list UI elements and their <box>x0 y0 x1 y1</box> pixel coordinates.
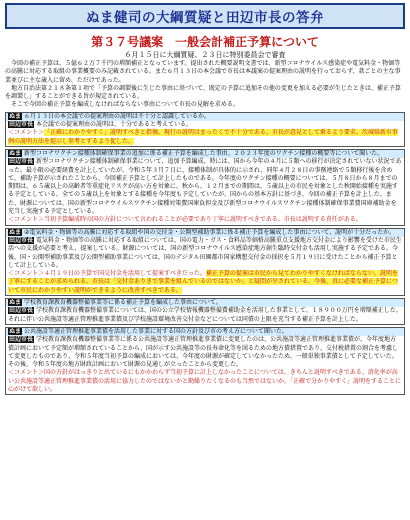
question-text: ②電気料金・物価等の高騰に対応する取組や国の交付金・公開型補助事業に係る補正予算を編成した事由について、説明が十分だったか。 <box>24 228 396 236</box>
date-line: ６月１５日に大綱質疑、２３日に特別委員会で審査 <box>124 51 286 59</box>
speaker-label: ぬま <box>9 299 22 307</box>
question-1 <box>6 113 404 121</box>
answer-5 <box>6 336 404 369</box>
comment-3 <box>6 270 404 295</box>
comment-highlight: 補正予算の提案は市民から見てわかりやすくなければならない。説明を丁寧にすることが求められる。市長は「交付金ありきで事業を組んでいるのではないか」と疑問が呈されている。今後、真に必要な補正予算について市民にわかりやすい説明ができるように改善すべきである。 <box>8 270 398 294</box>
qa-section-4 <box>5 298 405 325</box>
speaker-label: ぬま <box>9 112 22 120</box>
intro-paragraph-2: 地方自治法第２１８条第１項で「予算の調製後に生じた事由に基づいて、既定の予算に追加その他の変更を加える必要が生じたときは、補正予算を調製し」することができる旨が規定されている。 <box>5 84 401 101</box>
comment-text: ４月１９日の予算で国交付金を活用して提案すべきだった。 <box>44 270 206 278</box>
comment-label: ＜コメント＞ <box>8 216 45 224</box>
answer-text: 新型コロナワクチン接種体制確保事業について、追加予算編成、時には、国から今年の４月に５類への移行が決定されていない状況であった。最小限の必要経費を計上していたが、令和５年３月７日に、接種体制が具体的に示され、同年４月２８日の事務連絡で５類移行後を含めて、補助予算が示されたことから、今回補正予算として計上したものである。今年度のワクチン接種の概要については、５月８日から８月までの期間は、６５歳以上の高齢者等重症化リスクが高い方を対象に、秋から、１２月までの期間は、５歳以上の市民を対象とした秋開始接種を実施する予定としている。全ての５歳以上を対象とする接種を今年度も予定していたが、国からの基本方針に基づき、今回の補正予算を計上した。また、財源については、国の新型コロナウイルスワクチン接種対策費国庫負担金及び新型コロナウイルスワクチン接種体制確保事業費国庫補助金を充当し実施する予定としている。 <box>8 158 402 216</box>
comment-2 <box>6 216 404 224</box>
comment-text: 国の方針がはっきりと出ているにもかかわらず当初予算に計上しなかったことについては、きちんと説明すべきである。消化率が高い公共施設等適正管理推進事業債の活用に協力したのではないかと勘繰りたくなるのも当然ではないか。「正確で分かりやすく」説明をすることに心がけて欲しい。 <box>8 369 402 393</box>
question-3 <box>6 229 404 237</box>
page-title: ぬま健司の大綱質疑と田辺市長の答弁 <box>86 10 324 26</box>
answer-text: 本会議での提案理由の説明は、十分であると考えている。 <box>36 121 193 129</box>
speaker-label: 田辺市長 <box>9 236 34 244</box>
question-text: ６月１３日の本会議での提案理由の説明は不十分と認識しているか。 <box>24 112 211 120</box>
question-text: 学校教育課教育機器整備事業等に係る補正予算を編成した事由について。 <box>24 299 222 307</box>
qa-section-2 <box>5 149 405 226</box>
speaker-label: ぬま <box>9 327 22 335</box>
answer-text: 学校教育課教育機器整備事業については、国の公立学校情報機器整備費補助金を活用した事業として、１８９００万円を増額補正した。それに伴い公共施設等適正管理推進事業債及び学校施設環境改善交付金などについては同債の上限を充当する補正予算を計上した。 <box>8 307 402 323</box>
qa-section-3 <box>5 228 405 296</box>
title-banner <box>5 3 405 29</box>
comment-text: 当初予算編成時の国の方針について言われることが必要であり丁寧に説明すべきである。市長は説明する責任がある。 <box>44 216 362 224</box>
comment-label: ＜コメント＞ <box>8 369 45 377</box>
comment-label: ＜コメント＞ <box>8 270 45 278</box>
answer-4 <box>6 307 404 324</box>
question-text: 新型コロナワクチン接種体制確保事業の追加に係る補正予算を編成した事由、２０２３年度のワクチン接種の概要等について聞いた。 <box>24 149 384 157</box>
speaker-label: ぬま <box>9 228 22 236</box>
qa-section-5 <box>5 327 405 395</box>
intro-paragraph-1: 今回の補正予算は、５億６２万７千円の増額補正となっています。提出された概要説明文書では、新型コロナウイルス感染症や電気料金・物価等の高騰に対応する取組の事業概要のみ記載されている。また６月１３日の本会議で市長は本議案の提案理由の説明を行っておらず、款ごとの主な事業並びに主な歳入に留め、ただけであった。 <box>5 60 401 84</box>
speaker-label: 田辺市長 <box>9 158 34 166</box>
question-5 <box>6 328 404 336</box>
comment-1 <box>6 129 404 146</box>
answer-text: 電気料金・物価等の高騰に対応する取組については、国の電力・ガス・食料品等価格高騰重点支援地方交付金により影響を受けた市民生活への支援が必要と考え、提案している。財源については、国の新型コロナウイルス感染症地方創生臨時交付金も活用し実施する予定である。今後、国・公開型補助事業及び公開型補助事業については、国のデジタル田園都市国家構想交付金の採択を５月１９日に受けたことから補正予算として計上している。 <box>8 236 402 269</box>
answer-text: 学校教育課教育機器整備事業等に係る公共施設等適正管理推進事業債に変更したのは、公共施設等適正管理推進事業債が、今年度地方債計画において予定額が増額されていることから、国が示す公共施設等の長寿命化等を図るための地方債措置であり、交付税措置の割合を考慮して変更したものであり、令和５年度当初予算の編成においては、今年度の財源が確定していなかったため、一般単独事業債として予定していた。その後、令和５年度の地方財政計画において財源の見通しが立ったことから変更した。 <box>8 336 399 369</box>
comment-highlight: 「正確にわかりやすく」説明すべきと指摘。現行の説明はまったくで不十分である。 <box>44 129 272 137</box>
speaker-label: 田辺市長 <box>9 121 34 129</box>
qa-section-1 <box>5 112 405 147</box>
page-subtitle: 第３７号議案 一般会計補正予算について <box>91 35 319 49</box>
answer-3 <box>6 237 404 270</box>
comment-text: 市長が意見として乗るよう要求。茨城県新市事例の説明方法を提示し参考とするよう促した。 <box>8 129 398 145</box>
answer-2 <box>6 158 404 216</box>
speaker-label: 田辺市長 <box>9 336 34 344</box>
speaker-label: ぬま <box>9 149 22 157</box>
comment-5 <box>6 369 404 394</box>
question-text: 公共施設等適正管理推進事業債を活用した事業に対する国の方針及び市の考え方について聞いた。 <box>24 327 288 335</box>
comment-label: ＜コメント＞ <box>8 129 45 137</box>
intro-paragraph-3: そこで今回の補正予算を編成しなければならない事由について市長の見解を求める。 <box>11 101 239 109</box>
speaker-label: 田辺市長 <box>9 307 34 315</box>
